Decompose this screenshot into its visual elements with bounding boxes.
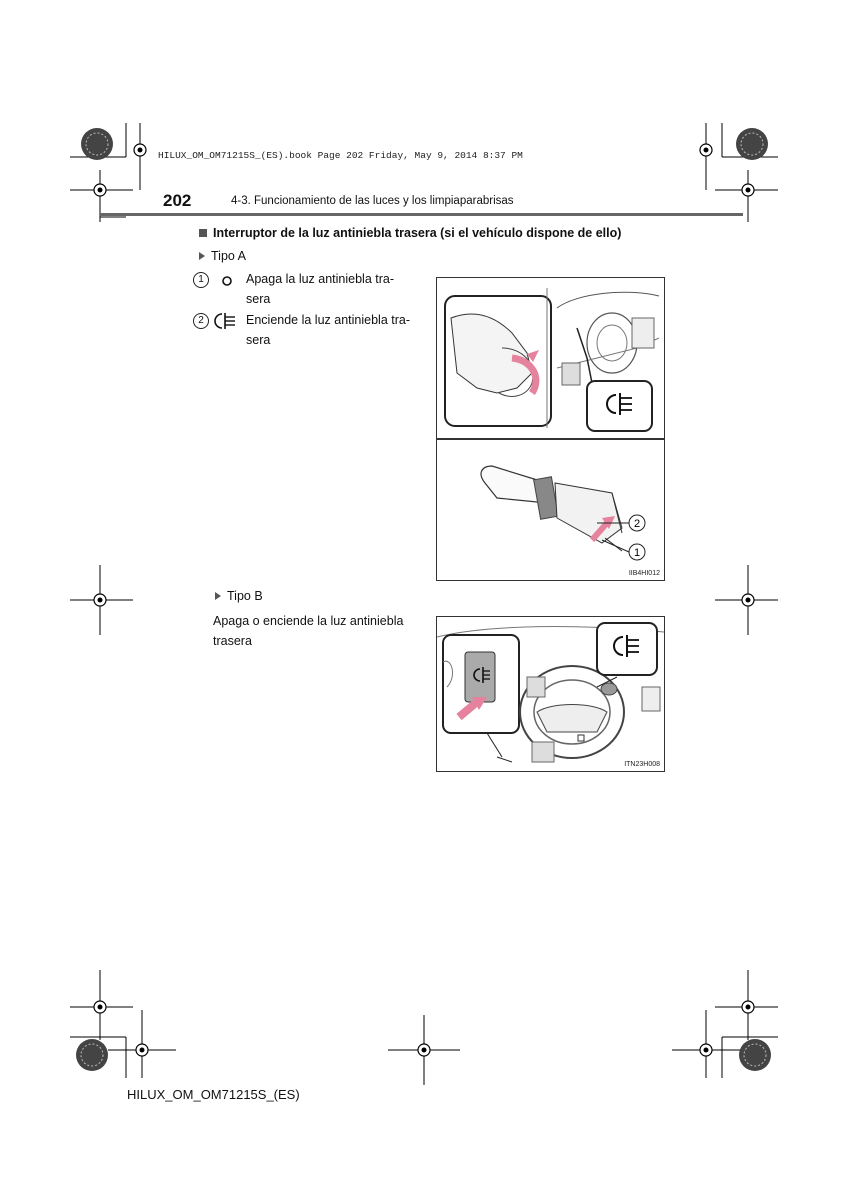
heading [199, 226, 621, 240]
section-title: 4-3. Funcionamiento de las luces y los limpiaparabrisas [231, 195, 514, 207]
figure-tipo-a [436, 277, 665, 581]
item-1-text: Apaga la luz antiniebla tra- sera [246, 272, 395, 306]
list-item [193, 272, 209, 288]
figure-code: IIB4HI012 [628, 570, 660, 577]
figure-callout-2: 2 [633, 518, 641, 530]
item-2-text: Enciende la luz antiniebla tra- sera [246, 313, 410, 347]
off-circle-icon [221, 275, 233, 287]
dashboard-illustration [437, 617, 664, 771]
tipo-a-row [199, 249, 246, 263]
print-header: HILUX_OM_OM71215S_(ES).book Page 202 Friday, May 9, 2014 8:37 PM [158, 150, 523, 161]
figure-tipo-b [436, 616, 665, 772]
list-item [193, 313, 209, 329]
tipo-b-text: Apaga o enciende la luz antiniebla trasera [213, 614, 404, 648]
rear-fog-light-icon [214, 311, 238, 331]
figure-callout-1: 1 [633, 547, 641, 559]
stalk-illustration [437, 278, 664, 580]
header-rule [100, 213, 743, 216]
tipo-a-label: Tipo A [211, 249, 246, 263]
callout-number: 2 [193, 313, 209, 329]
page-number: 202 [163, 191, 192, 210]
footer-code: HILUX_OM_OM71215S_(ES) [127, 1087, 300, 1102]
callout-number: 1 [193, 272, 209, 288]
figure-code: ITN23H008 [624, 761, 660, 768]
triangle-bullet-icon [215, 592, 221, 600]
triangle-bullet-icon [199, 252, 205, 260]
tipo-b-row [215, 589, 263, 603]
square-bullet-icon [199, 229, 207, 237]
tipo-b-label: Tipo B [227, 589, 263, 603]
heading-text: Interruptor de la luz antiniebla trasera (si el vehículo dispone de ello) [213, 226, 622, 240]
